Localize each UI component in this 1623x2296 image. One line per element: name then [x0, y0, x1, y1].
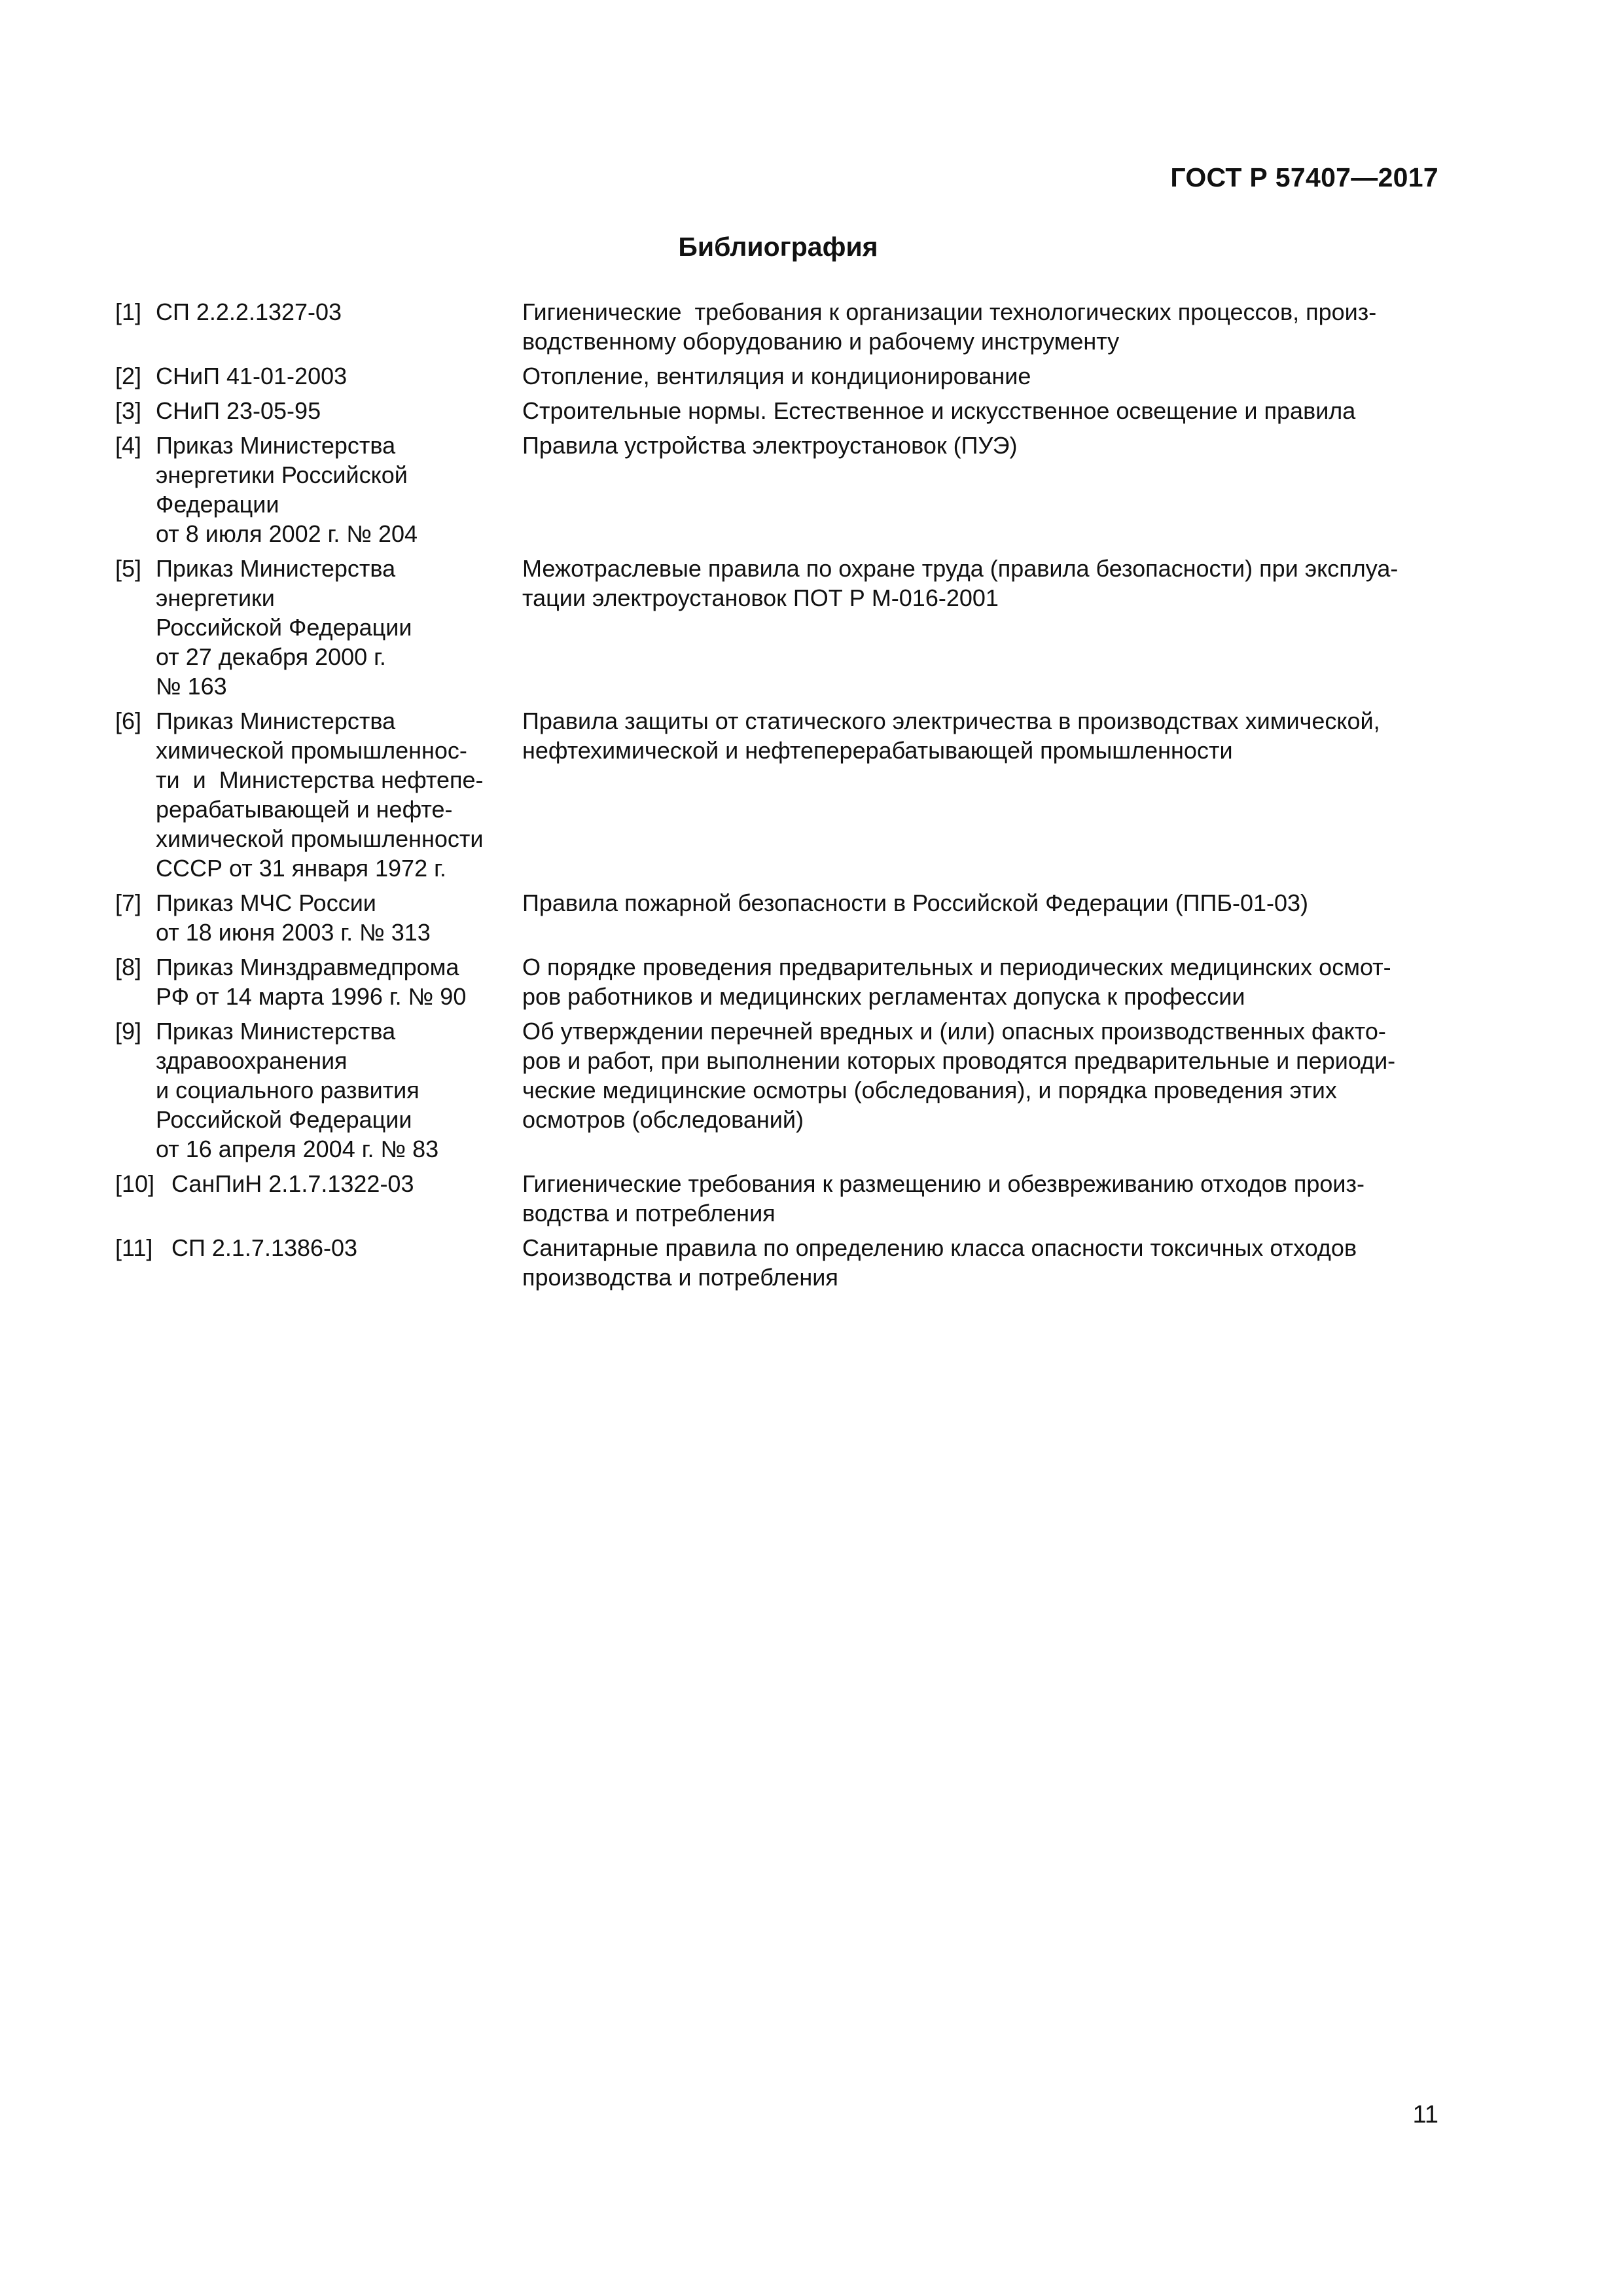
bibliography-entry	[115, 361, 1440, 391]
entry-source: СП 2.2.2.1327-03	[156, 298, 342, 325]
bibliography-title: Библиография	[678, 232, 878, 262]
entry-number: [9]	[115, 1018, 142, 1045]
entry-description: Отопление, вентиляция и кондиционирование	[522, 363, 1031, 389]
page-number: 11	[1412, 2101, 1438, 2128]
bibliography-entry	[115, 554, 1440, 701]
bibliography-list	[115, 297, 1440, 1297]
entry-description: Правила защиты от статического электричества в производствах химической, нефтехимической и нефтеперерабатывающей промышленности	[522, 708, 1380, 764]
bibliography-entry	[115, 1016, 1440, 1164]
bibliography-entry	[115, 888, 1440, 947]
bibliography-entry	[115, 431, 1440, 548]
bibliography-entry	[115, 706, 1440, 883]
entry-source: СанПиН 2.1.7.1322-03	[171, 1170, 414, 1197]
entry-number: [2]	[115, 363, 142, 389]
entry-source: СП 2.1.7.1386-03	[171, 1234, 358, 1261]
bibliography-entry	[115, 396, 1440, 425]
entry-description: Гигиенические требования к организации технологических процессов, произ- водственному оборудованию и рабочему инструменту	[522, 298, 1377, 355]
entry-description: Санитарные правила по определению класса опасности токсичных отходов производства и потребления	[522, 1234, 1357, 1291]
bibliography-entry	[115, 952, 1440, 1011]
bibliography-entry	[115, 1233, 1440, 1292]
entry-number: [11]	[115, 1234, 153, 1261]
entry-number: [3]	[115, 397, 142, 424]
entry-number: [10]	[115, 1170, 155, 1197]
entry-number: [6]	[115, 708, 142, 734]
bibliography-entry	[115, 1169, 1440, 1228]
entry-source: Приказ Министерства здравоохранения и социального развития Российской Федерации от 16 апреля 2004 г. № 83	[156, 1018, 439, 1162]
entry-source: Приказ Министерства энергетики Российской Федерации от 27 декабря 2000 г. № 163	[156, 555, 412, 700]
document-code: ГОСТ Р 57407—2017	[1170, 162, 1438, 192]
entry-number: [8]	[115, 954, 142, 980]
entry-description: Об утверждении перечней вредных и (или) опасных производственных факто- ров и работ, при выполнении которых проводятся предварительные и периоди- ческие медицинские осмотры (обследования), и порядка проведения этих осмотров (обследований)	[522, 1018, 1396, 1133]
entry-description: О порядке проведения предварительных и периодических медицинских осмот- ров работников и медицинских регламентах допуска к профессии	[522, 954, 1391, 1010]
entry-description: Гигиенические требования к размещению и обезвреживанию отходов произ- водства и потребления	[522, 1170, 1364, 1227]
entry-description: Правила пожарной безопасности в Российской Федерации (ППБ-01-03)	[522, 889, 1309, 916]
entry-source: СНиП 41-01-2003	[156, 363, 348, 389]
entry-number: [5]	[115, 555, 142, 582]
bibliography-entry	[115, 297, 1440, 356]
entry-description: Правила устройства электроустановок (ПУЭ)	[522, 432, 1018, 459]
entry-source: Приказ Минздравмедпрома РФ от 14 марта 1996 г. № 90	[156, 954, 467, 1010]
entry-source: СНиП 23-05-95	[156, 397, 321, 424]
entry-number: [1]	[115, 298, 142, 325]
entry-description: Строительные нормы. Естественное и искусственное освещение и правила	[522, 397, 1356, 424]
entry-description: Межотраслевые правила по охране труда (правила безопасности) при эксплуа- тации электроустановок ПОТ Р М-016-2001	[522, 555, 1399, 611]
entry-source: Приказ Министерства химической промышленнос- ти и Министерства нефтепе- рерабатывающей и нефте- химической промышленности СССР от 31 января 1972 г.	[156, 708, 484, 882]
entry-source: Приказ Министерства энергетики Российской Федерации от 8 июля 2002 г. № 204	[156, 432, 418, 547]
entry-number: [7]	[115, 889, 142, 916]
entry-number: [4]	[115, 432, 142, 459]
entry-source: Приказ МЧС России от 18 июня 2003 г. № 313	[156, 889, 431, 946]
